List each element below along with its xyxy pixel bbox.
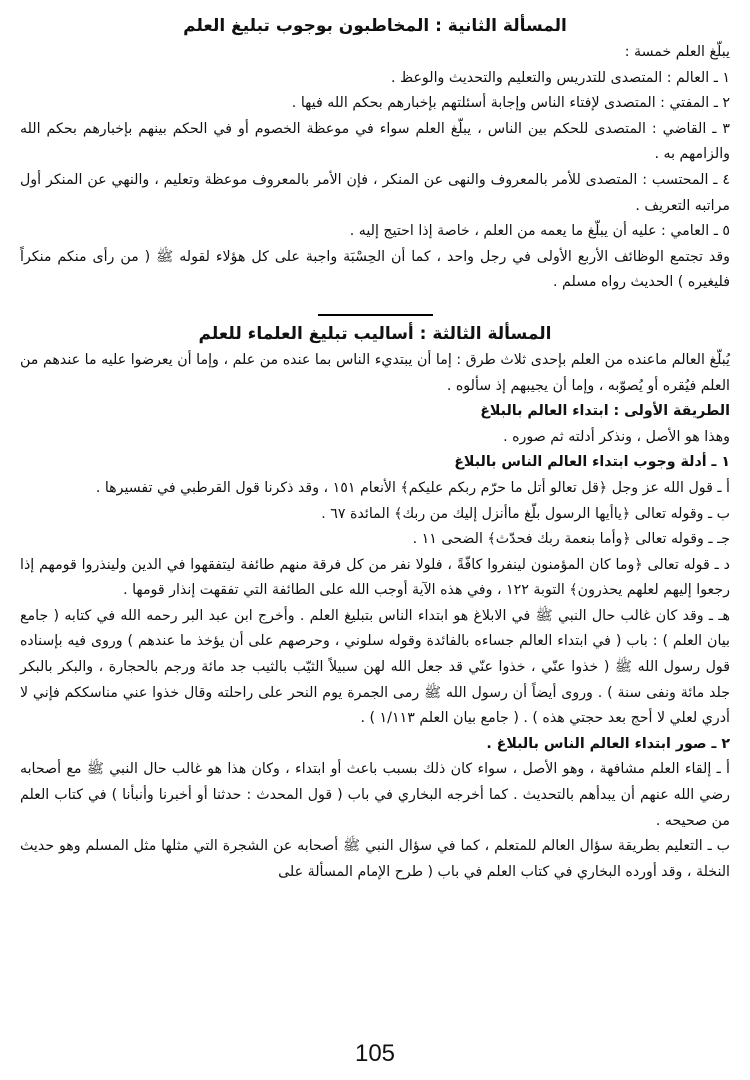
section-3-body [20, 348, 730, 885]
section-heading-3: المسألة الثالثة : أساليب تبليغ العلماء للعلم [198, 323, 552, 344]
paragraph: ٢ ـ المفتي : المتصدى لإفتاء الناس وإجابة أسئلتهم بإخبارهم بحكم الله فيها . [291, 95, 730, 112]
document-page [20, 12, 730, 885]
paragraph: ب ـ وقوله تعالى ﴿ياأيها الرسول بلّغ ماأنزل إليك من ربك﴾ المائدة ٦٧ . [321, 505, 730, 522]
subheading: ١ ـ أدلة وجوب ابتداء العالم الناس بالبلاغ [454, 454, 730, 471]
paragraph: ب ـ التعليم بطريقة سؤال العالم للمتعلم ، كما في سؤال النبي ﷺ أصحابه عن الشجرة التي مثلها مثل المسلم وهو حديث النخلة ، وقد أورده البخاري في كتاب العلم في باب ( طرح الإمام المسألة على [20, 838, 730, 880]
paragraph: وهذا هو الأصل ، ونذكر أدلته ثم صوره . [503, 428, 730, 445]
paragraph: يُبلّغ العالم ماعنده من العلم بإحدى ثلاث طرق : إما أن يبتديء الناس بما عنده من علم ، وإما أن يعرضوا عليه ما عندهم من العلم فيُقره أو يُصوّبه ، وإما أن يجيبهم إذ سألوه . [20, 351, 730, 394]
paragraph: د ـ قوله تعالى ﴿وما كان المؤمنون لينفروا كافّةً ، فلولا نفر من كل فرقة منهم طائفة ليتفقهوا في الدين ولينذروا قومهم إذا رجعوا إليهم لعلهم يحذرون﴾ التوبة ١٢٢ ، وفي هذه الآية أوجب الله على الطائفة التي تفقهت إنذار قومها . [20, 556, 730, 599]
section-2-body [20, 40, 730, 296]
paragraph: هـ ـ وقد كان غالب حال النبي ﷺ في الابلاغ هو ابتداء الناس بتبليغ العلم . وأخرج ابن عبد البر رحمه الله في كتابه ( جامع بيان العلم ) : باب ( في ابتداء العالم جساءه بالفائدة وقوله سلوني ، وحرصهم على أن يؤخذ ما عندهم ) وروى فيه بإسناده قول رسول الله ﷺ ( خذوا عنّي ، خذوا عنّي قد جعل الله لهن سبيلاً الثيّب بالثيب جد مائة ورجم بالحجارة ، والبكر بالبكر جلد مائة ونفى سنة ) . وروى أيضاً أن رسول الله ﷺ رمى الجمرة يوم النحر على راحلته وقال خذوا عني مناسككم فإني لا أدري لعلي لا أحج بعد حجتي هذه ) . ( جامع بيان العلم ١/١١٣ ) . [20, 607, 730, 727]
paragraph: جـ ـ وقوله تعالى ﴿وأما بنعمة ربك فحدّث﴾ الضحى ١١ . [412, 531, 730, 548]
subheading: ٢ ـ صور ابتداء العالم الناس بالبلاغ . [486, 735, 730, 752]
paragraph: يبلّغ العلم خمسة : [624, 44, 730, 60]
paragraph: وقد تجتمع الوظائف الأربع الأولى في رجل واحد ، كما أن الحِسْبَة واجبة على كل هؤلاء لقوله ﷺ ( من رأى منكم منكراً فليغيره ) الحديث رواه مسلم . [20, 248, 730, 291]
paragraph: أ ـ إلقاء العلم مشافهة ، وهو الأصل ، سواء كان ذلك بسبب باعث أو ابتداء ، وكان هذا هو غالب حال النبي ﷺ مع أصحابه رضي الله عنهم أن يبدأهم بالتحديث . كما أخرجه البخاري في باب ( قول المحدث : حدثنا أو أخبرنا وأنبأنا ) في كتاب العلم من صحيحه . [20, 761, 730, 829]
paragraph: ٣ ـ القاضي : المتصدى للحكم بين الناس ، يبلّغ العلم سواء في موعظة الخصوم أو في الحكم بينهم بإخبارهم بحكم الله والزامهم به . [20, 120, 730, 163]
page-number: 105 [354, 1040, 396, 1067]
paragraph: ١ ـ العالم : المتصدى للتدريس والتعليم والتحديث والوعظ . [390, 69, 730, 86]
section-divider [318, 314, 433, 316]
section-heading-2: المسألة الثانية : المخاطبون بوجوب تبليغ العلم [183, 16, 567, 36]
subheading: الطريقة الأولى : ابتداء العالم بالبلاغ [480, 403, 730, 420]
paragraph: ٥ ـ العامي : عليه أن يبلّغ ما يعمه من العلم ، خاصة إذا احتيج إليه . [349, 223, 730, 240]
paragraph: ٤ ـ المحتسب : المتصدى للأمر بالمعروف والنهى عن المنكر ، فإن الأمر بالمعروف موعظة وتعليم ، والنهي عن المنكر أول مراتبه التعريف . [20, 171, 730, 214]
paragraph: أ ـ قول الله عز وجل ﴿قل تعالو أتل ما حرّم ربكم عليكم﴾ الأنعام ١٥١ ، وقد ذكرنا قول القرطبي في تفسيرها . [95, 479, 730, 496]
